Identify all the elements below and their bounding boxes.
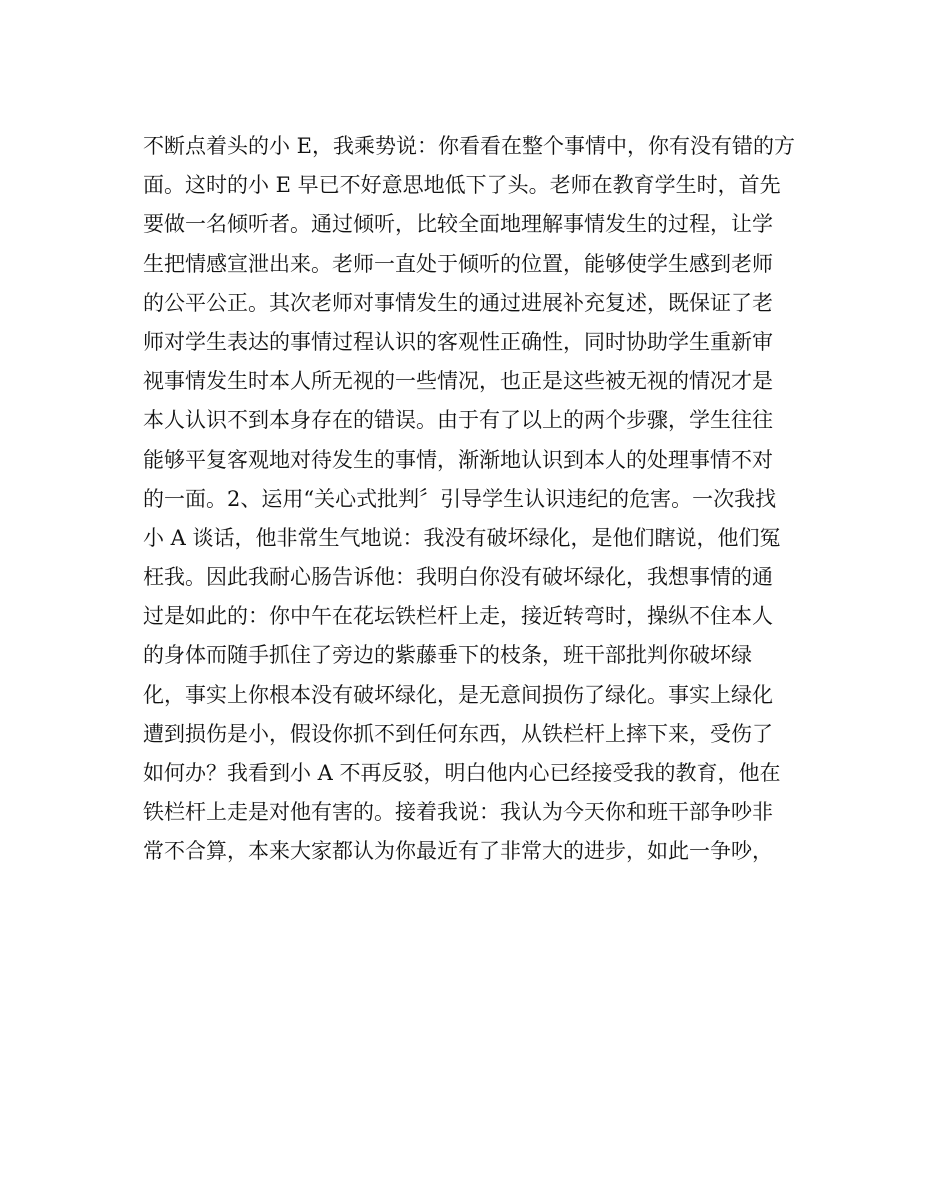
text-line: 不断点着头的小 E，我乘势说：你看看在整个事情中，你有没有错的方 [143, 134, 796, 158]
text-line: 的身体而随手抓住了旁边的紫藤垂下的枝条，班干部批判你破坏绿 [143, 643, 752, 668]
text-line: 小 A 谈话，他非常生气地说：我没有破坏绿化，是他们瞎说，他们冤 [143, 525, 781, 550]
text-line: 铁栏杆上走是对他有害的。接着我说：我认为今天你和班干部争吵非 [143, 800, 773, 825]
text-line: 化，事实上你根本没有破坏绿化，是无意间损伤了绿化。事实上绿化 [143, 682, 773, 707]
text-line: 视事情发生时本人所无视的一些情况，也正是这些被无视的情况才是 [143, 369, 773, 394]
text-line: 枉我。因此我耐心肠告诉他：我明白你没有破坏绿化，我想事情的通 [143, 565, 773, 590]
text-line: 生把情感宣泄出来。老师一直处于倾听的位置，能够使学生感到老师 [143, 251, 773, 276]
body-text [143, 127, 823, 872]
text-line: 师对学生表达的事情过程认识的客观性正确性，同时协助学生重新审 [143, 329, 773, 354]
text-line: 的一面。2、运用“关心式批判〞引导学生认识违纪的危害。一次我找 [143, 486, 777, 511]
text-line: 遭到损伤是小，假设你抓不到任何东西，从铁栏杆上摔下来，受伤了 [143, 721, 773, 746]
text-line: 要做一名倾听者。通过倾听，比较全面地理解事情发生的过程，让学 [143, 212, 773, 237]
text-line: 能够平复客观地对待发生的事情，渐渐地认识到本人的处理事情不对 [143, 447, 773, 472]
text-line: 如何办？我看到小 A 不再反驳，明白他内心已经接受我的教育，他在 [143, 761, 781, 785]
text-line: 面。这时的小 E 早已不好意思地低下了头。老师在教育学生时，首先 [143, 173, 781, 198]
text-line: 常不合算，本来大家都认为你最近有了非常大的进步，如此一争吵， [143, 839, 773, 864]
text-line: 本人认识不到本身存在的错误。由于有了以上的两个步骤，学生往往 [143, 408, 773, 433]
text-line: 的公平公正。其次老师对事情发生的通过进展补充复述，既保证了老 [143, 290, 773, 315]
text-line: 过是如此的：你中午在花坛铁栏杆上走，接近转弯时，操纵不住本人 [143, 604, 773, 629]
